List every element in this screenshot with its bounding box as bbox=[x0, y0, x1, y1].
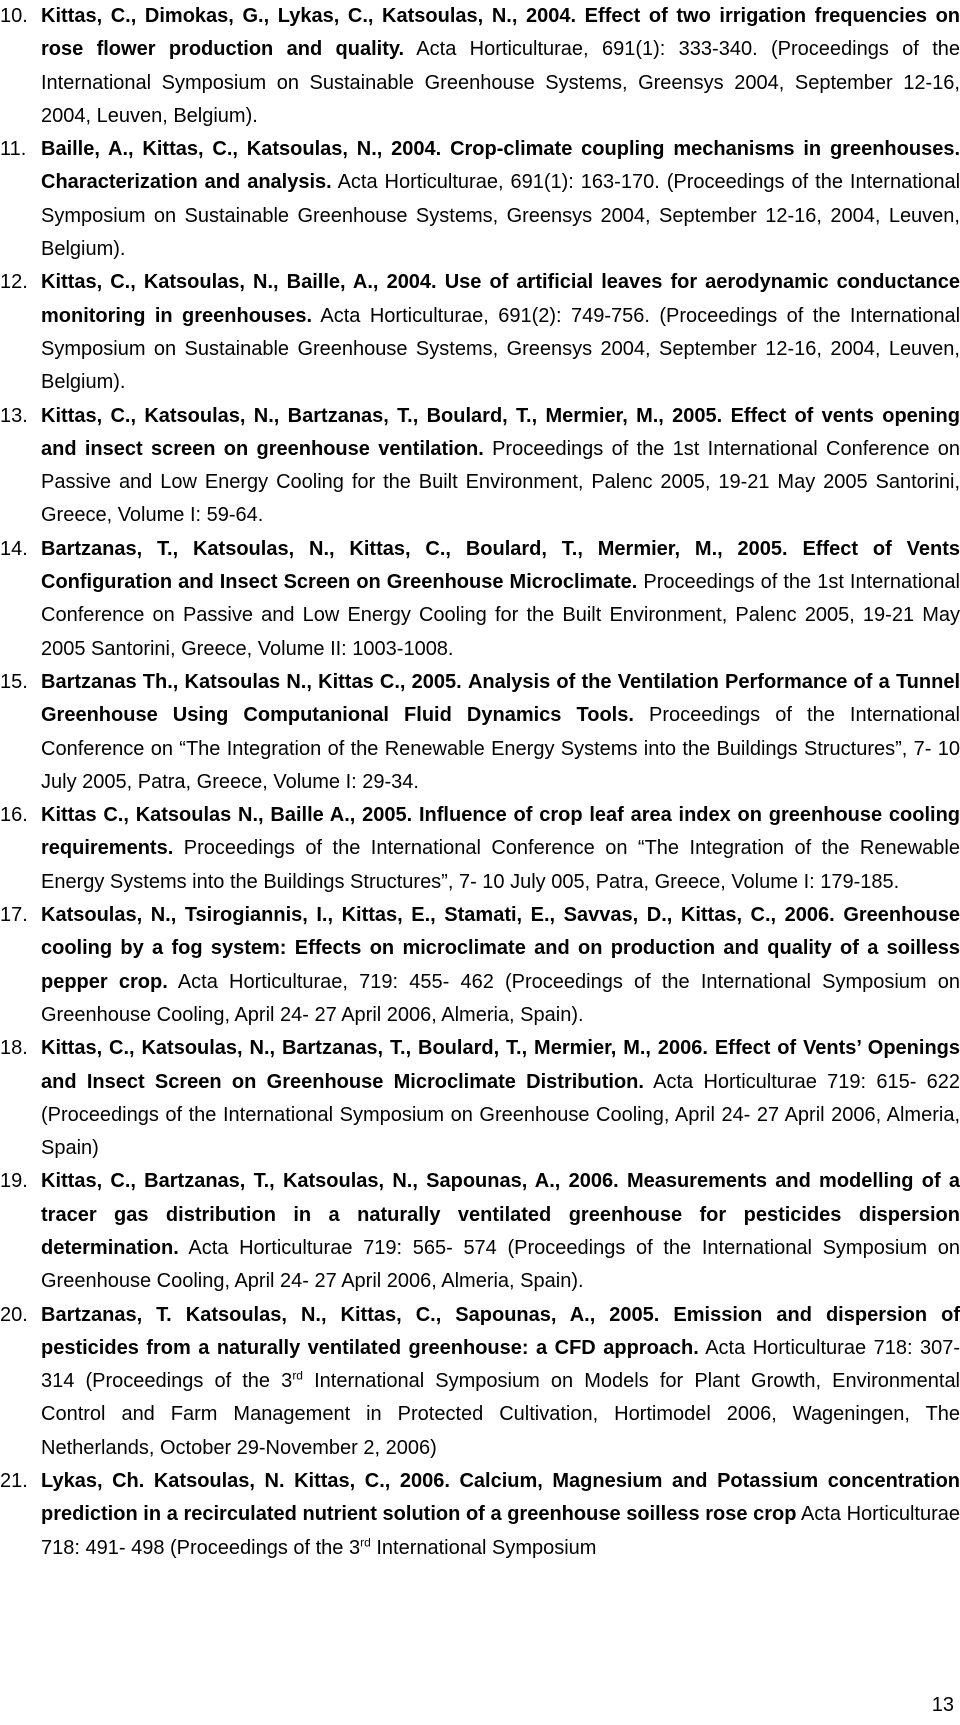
reference-text bbox=[41, 899, 960, 1032]
reference-text bbox=[41, 1299, 960, 1465]
reference-source: Acta Horticulturae 719: 615- 622 (Proceedings of the International Symposium on Greenhouse Cooling, April 24- 27 April 2006, Almeria, Spain) bbox=[41, 1070, 960, 1160]
reference-authors: Lykas, Ch. Katsoulas, N. Kittas, C., 2006. bbox=[41, 1470, 450, 1493]
reference-source: Acta Horticulturae 719: 565- 574 (Proceedings of the International Symposium on Greenhouse Cooling, April 24- 27 April 2006, Almeria, Spain). bbox=[41, 1236, 960, 1293]
reference-source: Proceedings of the 1st International Conference on Passive and Low Energy Cooling for the Built Environment, Palenc 2005, 19-21 May 2005 Santorini, Greece, Volume II: 1003-1008. bbox=[41, 571, 960, 660]
reference-number: 13. bbox=[0, 404, 28, 427]
reference-source-part: International Symposium on Models for Plant Growth, Environmental Control and Farm Management in Protected Cultivation, Hortimodel 2006, Wageningen, The Netherlands, October 29-November 2, 2006) bbox=[41, 1370, 960, 1459]
reference-source: Acta Horticulturae, 691(1): 333-340. (Proceedings of the International Symposium on Sustainable Greenhouse Systems, Greensys 2004, September 12-16, 2004, Leuven, Belgium). bbox=[41, 38, 960, 127]
reference-title: Effect of two irrigation frequencies on rose flower production and quality. bbox=[41, 5, 960, 61]
reference-number: 17. bbox=[0, 904, 28, 927]
ordinal-superscript: rd bbox=[360, 1535, 371, 1549]
reference-title: Use of artificial leaves for aerodynamic conductance monitoring in greenhouses. bbox=[41, 271, 960, 327]
reference-item-20 bbox=[0, 1299, 960, 1465]
ordinal-superscript: rd bbox=[292, 1368, 303, 1383]
reference-item-17 bbox=[0, 899, 960, 1032]
reference-source-part: Acta Horticulturae 718: 307- 314 (Proceedings of the 3 bbox=[41, 1336, 960, 1393]
reference-title: Measurements and modelling of a tracer gas distribution in a naturally ventilated greenhouse for pesticides dispersion determination. bbox=[41, 1170, 960, 1259]
reference-text bbox=[41, 133, 960, 266]
reference-item-19 bbox=[0, 1165, 960, 1298]
reference-authors: Kittas, C., Katsoulas, N., Baille, A., 2004. bbox=[41, 271, 437, 294]
reference-number: 15. bbox=[0, 670, 28, 693]
reference-authors: Katsoulas, N., Tsirogiannis, I., Kittas, E., Stamati, E., Savvas, D., Kittas, C., 2006. bbox=[41, 904, 835, 927]
reference-title: Calcium, Magnesium and Potassium concentration prediction in a recirculated nutrient solution of a greenhouse soilless rose crop bbox=[41, 1470, 960, 1526]
reference-authors: Kittas, C., Katsoulas, N., Bartzanas, T., Boulard, T., Mermier, M., 2005. bbox=[41, 404, 723, 427]
reference-number: 11. bbox=[0, 138, 27, 161]
reference-authors: Bartzanas Th., Katsoulas N., Kittas C., 2005. bbox=[41, 670, 462, 693]
reference-title: Effect of vents opening and insect screen on greenhouse ventilation. bbox=[41, 404, 960, 460]
reference-title: Analysis of the Ventilation Performance of a Tunnel Greenhouse Using Computanional Fluid Dynamics Tools. bbox=[41, 670, 960, 727]
reference-source: Proceedings of the International Conference on “The Integration of the Renewable Energy Systems into the Buildings Structures”, 7- 10 July 005, Patra, Greece, Volume I: 179-185. bbox=[41, 837, 960, 893]
reference-authors: Kittas, C., Bartzanas, T., Katsoulas, N., Sapounas, A., 2006. bbox=[41, 1170, 619, 1193]
reference-number: 10. bbox=[0, 5, 28, 27]
reference-authors: Kittas C., Katsoulas N., Baille A., 2005. bbox=[41, 804, 413, 827]
reference-text bbox=[41, 1465, 960, 1565]
reference-item-21 bbox=[0, 1465, 960, 1565]
reference-item-11 bbox=[0, 133, 960, 266]
reference-title: Greenhouse cooling by a fog system: Effects on microclimate and on production and quality of a soilless pepper crop. bbox=[41, 904, 960, 993]
reference-number: 20. bbox=[0, 1303, 28, 1326]
reference-item-16 bbox=[0, 799, 960, 899]
reference-item-13 bbox=[0, 400, 960, 533]
reference-authors: Kittas, C., Katsoulas, N., Bartzanas, T., Boulard, T., Mermier, M., 2006. bbox=[41, 1037, 708, 1060]
reference-number: 21. bbox=[0, 1470, 28, 1493]
reference-authors: Kittas, C., Dimokas, G., Lykas, C., Katsoulas, N., 2004. bbox=[41, 5, 577, 27]
reference-source-part: Acta Horticulturae 718: 491- 498 (Proceedings of the 3 bbox=[41, 1503, 960, 1559]
reference-source-part: International Symposium bbox=[370, 1536, 597, 1559]
reference-number: 19. bbox=[0, 1170, 28, 1193]
reference-title: Influence of crop leaf area index on greenhouse cooling requirements. bbox=[41, 804, 960, 860]
reference-text bbox=[41, 666, 960, 799]
reference-title: Emission and dispersion of pesticides from a naturally ventilated greenhouse: a CFD approach. bbox=[41, 1303, 960, 1359]
reference-text bbox=[41, 533, 960, 666]
reference-item-12 bbox=[0, 266, 960, 399]
reference-text bbox=[41, 799, 960, 899]
page-number: 13 bbox=[931, 1694, 954, 1716]
reference-title: Crop-climate coupling mechanisms in greenhouses. Characterization and analysis. bbox=[41, 138, 960, 194]
reference-text bbox=[41, 266, 960, 399]
reference-source: Acta Horticulturae, 691(1): 163-170. (Proceedings of the International Symposium on Sustainable Greenhouse Systems, Greensys 2004, September 12-16, 2004, Leuven, Belgium). bbox=[41, 171, 960, 261]
reference-authors: Bartzanas, T., Katsoulas, N., Kittas, C., Boulard, T., Mermier, M., 2005. bbox=[41, 537, 788, 560]
reference-number: 16. bbox=[0, 804, 28, 827]
reference-text bbox=[41, 400, 960, 533]
reference-authors: Baille, A., Kittas, C., Katsoulas, N., 2004. bbox=[41, 138, 442, 161]
reference-item-15 bbox=[0, 666, 960, 799]
reference-authors: Bartzanas, T. Katsoulas, N., Kittas, C., Sapounas, A., 2005. bbox=[41, 1303, 660, 1326]
reference-text bbox=[41, 1032, 960, 1165]
reference-source: Proceedings of the 1st International Conference on Passive and Low Energy Cooling for the Built Environment, Palenc 2005, 19-21 May 2005 Santorini, Greece, Volume I: 59-64. bbox=[41, 437, 960, 527]
reference-title: Effect of Vents Configuration and Insect Screen on Greenhouse Microclimate. bbox=[41, 537, 960, 594]
reference-source: Acta Horticulturae, 691(2): 749-756. (Proceedings of the International Symposium on Sustainable Greenhouse Systems, Greensys 2004, September 12-16, 2004, Leuven, Belgium). bbox=[41, 304, 960, 394]
reference-text bbox=[41, 1165, 960, 1298]
reference-item-14 bbox=[0, 533, 960, 666]
reference-item-10 bbox=[0, 0, 960, 133]
reference-title: Effect of Vents’ Openings and Insect Screen on Greenhouse Microclimate Distribution. bbox=[41, 1037, 960, 1093]
reference-text bbox=[41, 0, 960, 133]
reference-number: 12. bbox=[0, 271, 28, 294]
reference-source: Proceedings of the International Conference on “The Integration of the Renewable Energy Systems into the Buildings Structures”, 7- 10 July 2005, Patra, Greece, Volume I: 29-34. bbox=[41, 704, 960, 793]
reference-number: 18. bbox=[0, 1037, 28, 1060]
reference-source: Acta Horticulturae, 719: 455- 462 (Proceedings of the International Symposium on Greenhouse Cooling, April 24- 27 April 2006, Almeria, Spain). bbox=[41, 970, 960, 1026]
reference-item-18 bbox=[0, 1032, 960, 1165]
reference-number: 14. bbox=[0, 537, 28, 560]
